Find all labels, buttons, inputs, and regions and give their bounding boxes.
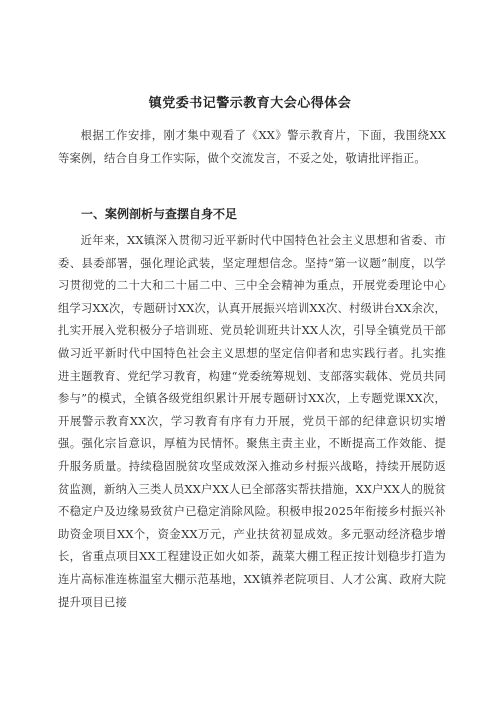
intro-paragraph: 根据工作安排，刚才集中观看了《XX》警示教育片，下面，我围绕XX等案例，结合自身工作实际，做个交流发言，不妥之处，敬请批评指正。 <box>58 129 446 165</box>
body-paragraph: 近年来，XX镇深入贯彻习近平新时代中国特色社会主义思想和省委、市委、县委部署，强化理论武装，坚定理想信念。坚持“第一议题”制度，以学习贯彻党的二十大和二十届二中、三中全会精神为重点，开展党委理论中心组学习XX次，专题研讨XX次，认真开展振兴培训XX次、村级讲台XX余次，扎实开展入党积极分子培训班、党员轮训班共计XX人次，引导全镇党员干部做习近平新时代中国特色社会主义思想的坚定信仰者和忠实践行者。扎实推进主题教育、党纪学习教育，构建“党委统筹规划、支部落实载体、党员共同参与”的模式，全镇各级党组织累计开展专题研讨XX次，上专题党课XX次，开展警示教育XX次，学习教育有序有力开展，党员干部的纪律意识切实增强。强化宗旨意识，厚植为民情怀。聚焦主责主业，不断提高工作效能、提升服务质量。持续稳固脱贫攻坚成效深入推动乡村振兴战略，持续开展防返贫监测，新纳入三类人员XX户XX人已全部落实帮扶措施，XX户XX人的脱贫不稳定户及边缘易致贫户已稳定消除风险。积极申报2025年衔接乡村振兴补助资金项目XX个，资金XX万元，产业扶贫初显成效。多元驱动经济稳步增长，省重点项目XX工程建设正如火如荼，蔬菜大棚工程正按计划稳步打造为连片高标准连栋温室大棚示范基地，XX镇养老院项目、人才公寓、政府大院提升项目已接 <box>58 234 446 609</box>
section-heading: 一、案例剖析与查摆自身不足 <box>81 207 238 221</box>
document-title: 镇党委书记警示教育大会心得体会 <box>148 96 352 111</box>
